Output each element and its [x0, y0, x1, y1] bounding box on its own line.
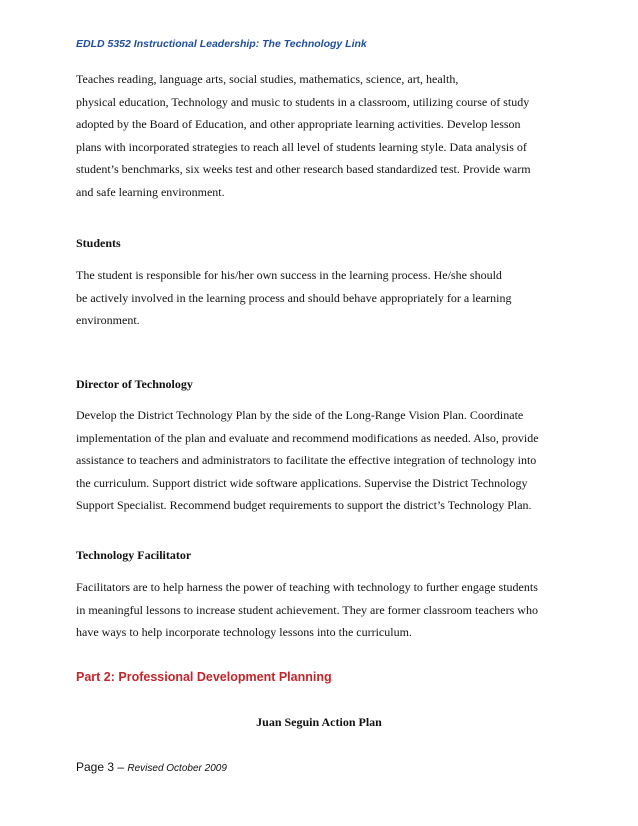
intro-line: and safe learning environment. [76, 184, 225, 199]
director-line: implementation of the plan and evaluate and recommend modifications as needed. Also, provide [76, 430, 539, 445]
director-line: Support Specialist. Recommend budget requirements to support the district’s Technology Plan. [76, 498, 532, 512]
intro-line: physical education, Technology and music to students in a classroom, utilizing course of study [76, 94, 530, 109]
facilitator-paragraph [76, 576, 576, 644]
facilitator-line: in meaningful lessons to increase student achievement. They are former classroom teachers who [76, 602, 538, 617]
director-line: Develop the District Technology Plan by the side of the Long-Range Vision Plan. Coordinate [76, 408, 524, 422]
director-heading: Director of Technology [76, 377, 193, 391]
students-paragraph [76, 264, 576, 332]
director-paragraph [76, 404, 576, 517]
students-line: be actively involved in the learning process and should behave appropriately for a learning [76, 290, 512, 305]
page-number: Page 3 – [76, 760, 128, 774]
running-header: EDLD 5352 Instructional Leadership: The Technology Link [76, 38, 367, 50]
intro-paragraph [76, 68, 576, 203]
part2-heading: Part 2: Professional Development Planning [76, 670, 332, 684]
director-line: the curriculum. Support district wide software applications. Supervise the District Technology [76, 475, 528, 490]
facilitator-line: have ways to help incorporate technology lessons into the curriculum. [76, 625, 412, 639]
intro-line: adopted by the Board of Education, and other appropriate learning activities. Develop lesson [76, 117, 521, 131]
revision-date: Revised October 2009 [127, 763, 227, 774]
director-line: assistance to teachers and administrators to facilitate the effective integration of technology into [76, 453, 537, 467]
intro-line: Teaches reading, language arts, social studies, mathematics, science, art, health, [76, 72, 459, 86]
students-heading: Students [76, 236, 121, 250]
page-footer [76, 760, 227, 774]
students-line: environment. [76, 313, 140, 327]
action-plan-title: Juan Seguin Action Plan [256, 715, 382, 729]
facilitator-line: Facilitators are to help harness the power of teaching with technology to further engage students [76, 580, 538, 594]
intro-line: plans with incorporated strategies to reach all level of students learning style. Data analysis of [76, 139, 527, 154]
students-line: The student is responsible for his/her own success in the learning process. He/she should [76, 268, 502, 282]
facilitator-heading: Technology Facilitator [76, 548, 192, 562]
intro-line: student’s benchmarks, six weeks test and other research based standardized test. Provide warm [76, 162, 531, 176]
